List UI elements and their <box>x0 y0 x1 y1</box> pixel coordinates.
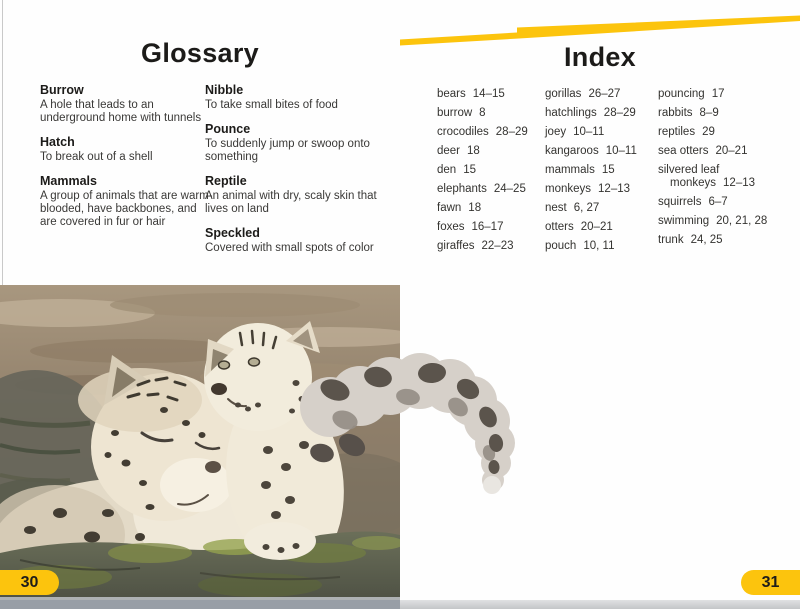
glossary-column-2 <box>205 83 401 265</box>
index-page-numbers: 8 <box>479 107 486 119</box>
index-page-numbers: 15 <box>463 164 476 176</box>
index-page-numbers: 18 <box>467 145 480 157</box>
index-page-numbers: 28–29 <box>495 126 528 138</box>
index-term: deer <box>437 145 461 157</box>
index-entry <box>545 202 657 215</box>
glossary-term: Reptile <box>205 174 247 188</box>
index-entry <box>658 88 790 101</box>
index-term: rabbits <box>658 107 693 119</box>
glossary-term: Speckled <box>205 226 260 240</box>
glossary-definition: An animal with dry, scaly skin that lives on land <box>205 190 377 215</box>
index-term: reptiles <box>658 126 696 138</box>
index-column-3 <box>658 88 790 253</box>
index-term: otters <box>545 221 574 233</box>
index-term: mammals <box>545 164 595 176</box>
index-term: pouncing <box>658 88 705 100</box>
glossary-entry <box>205 226 401 255</box>
glossary-term: Nibble <box>205 83 244 97</box>
index-term: squirrels <box>658 196 702 208</box>
index-term: bears <box>437 88 466 100</box>
index-term: pouch <box>545 240 577 252</box>
glossary-entry <box>205 174 401 216</box>
index-entry <box>437 202 547 215</box>
glossary-term: Mammals <box>40 174 97 188</box>
index-term: elephants <box>437 183 487 195</box>
index-term: swimming <box>658 215 710 227</box>
index-entry <box>658 126 790 139</box>
index-column-2 <box>545 88 657 259</box>
glossary-entry <box>205 122 401 164</box>
index-entry <box>437 240 547 253</box>
index-entry <box>658 164 790 190</box>
cub-paw <box>244 522 316 560</box>
index-term: burrow <box>437 107 473 119</box>
index-term: foxes <box>437 221 465 233</box>
index-page-numbers: 15 <box>601 164 615 176</box>
index-entry <box>545 145 657 158</box>
index-entry <box>437 164 547 177</box>
glossary-term: Burrow <box>40 83 84 97</box>
index-term: crocodiles <box>437 126 489 138</box>
glossary-definition: A hole that leads to an underground home with tunnels <box>40 99 202 124</box>
index-term: den <box>437 164 457 176</box>
glossary-page-title: Glossary <box>141 38 259 68</box>
index-entry <box>658 215 790 228</box>
index-entry <box>437 88 547 101</box>
index-page-numbers: 24–25 <box>493 183 526 195</box>
index-page-numbers: 22–23 <box>481 240 514 252</box>
index-term: trunk <box>658 234 684 246</box>
index-entry <box>545 126 657 139</box>
index-entry <box>545 221 657 234</box>
index-page-numbers: 6, 27 <box>573 202 600 214</box>
glossary-definition: To suddenly jump or swoop onto something <box>205 138 370 163</box>
glossary-column-1 <box>40 83 216 239</box>
yellow-accent-swoosh <box>396 13 800 49</box>
index-page-numbers: 24, 25 <box>690 234 723 246</box>
glossary-entry <box>40 135 216 164</box>
index-entry <box>545 240 657 253</box>
index-entry <box>437 126 547 139</box>
index-entry <box>437 183 547 196</box>
index-page-numbers: 6–7 <box>708 196 728 208</box>
index-entry <box>545 183 657 196</box>
index-page-numbers: 14–15 <box>472 88 505 100</box>
snow-leopard-photo <box>0 285 530 609</box>
index-entry <box>545 164 657 177</box>
index-term: silvered leaf monkeys <box>658 164 720 189</box>
index-term: sea otters <box>658 145 709 157</box>
index-term: fawn <box>437 202 462 214</box>
index-page-numbers: 12–13 <box>598 183 631 195</box>
glossary-definition: A group of animals that are warm-blooded, have backbones, and are covered in fur or hair <box>40 190 213 228</box>
index-entry <box>545 107 657 120</box>
index-entry <box>545 88 657 101</box>
index-page-numbers: 28–29 <box>603 107 636 119</box>
index-page-numbers: 18 <box>468 202 482 214</box>
glossary-entry <box>40 174 216 229</box>
page-number-badge-left: 30 <box>0 570 59 595</box>
index-entry <box>658 196 790 209</box>
glossary-definition: To break out of a shell <box>40 151 153 163</box>
index-term: gorillas <box>545 88 582 100</box>
index-page-numbers: 8–9 <box>699 107 719 119</box>
glossary-term: Pounce <box>205 122 251 136</box>
index-term: hatchlings <box>545 107 597 119</box>
index-page-numbers: 20–21 <box>715 145 748 157</box>
index-page-numbers: 20–21 <box>580 221 613 233</box>
index-page-title: Index <box>563 42 637 72</box>
index-term: joey <box>545 126 567 138</box>
index-entry <box>658 145 790 158</box>
index-entry <box>437 145 547 158</box>
index-column-1 <box>437 88 547 259</box>
index-entry <box>658 234 790 247</box>
index-page-numbers: 10, 11 <box>583 240 615 252</box>
index-term: kangaroos <box>545 145 599 157</box>
index-page-numbers: 16–17 <box>471 221 504 233</box>
bottom-page-edge <box>400 600 800 609</box>
glossary-entry <box>40 83 216 125</box>
index-page-numbers: 26–27 <box>588 88 621 100</box>
index-page-numbers: 12–13 <box>723 177 756 189</box>
index-page-numbers: 10–11 <box>573 126 605 138</box>
page-number-badge-right: 31 <box>741 570 800 595</box>
index-term: nest <box>545 202 567 214</box>
index-page-numbers: 10–11 <box>605 145 637 157</box>
index-term: giraffes <box>437 240 475 252</box>
index-term: monkeys <box>545 183 592 195</box>
index-entry <box>658 107 790 120</box>
index-page-numbers: 17 <box>711 88 725 100</box>
index-entry <box>437 221 547 234</box>
index-page-numbers: 29 <box>702 126 715 138</box>
glossary-term: Hatch <box>40 135 75 149</box>
glossary-entry <box>205 83 401 112</box>
glossary-definition: To take small bites of food <box>205 99 338 111</box>
index-page-numbers: 20, 21, 28 <box>716 215 768 227</box>
glossary-definition: Covered with small spots of color <box>205 242 374 254</box>
index-entry <box>437 107 547 120</box>
